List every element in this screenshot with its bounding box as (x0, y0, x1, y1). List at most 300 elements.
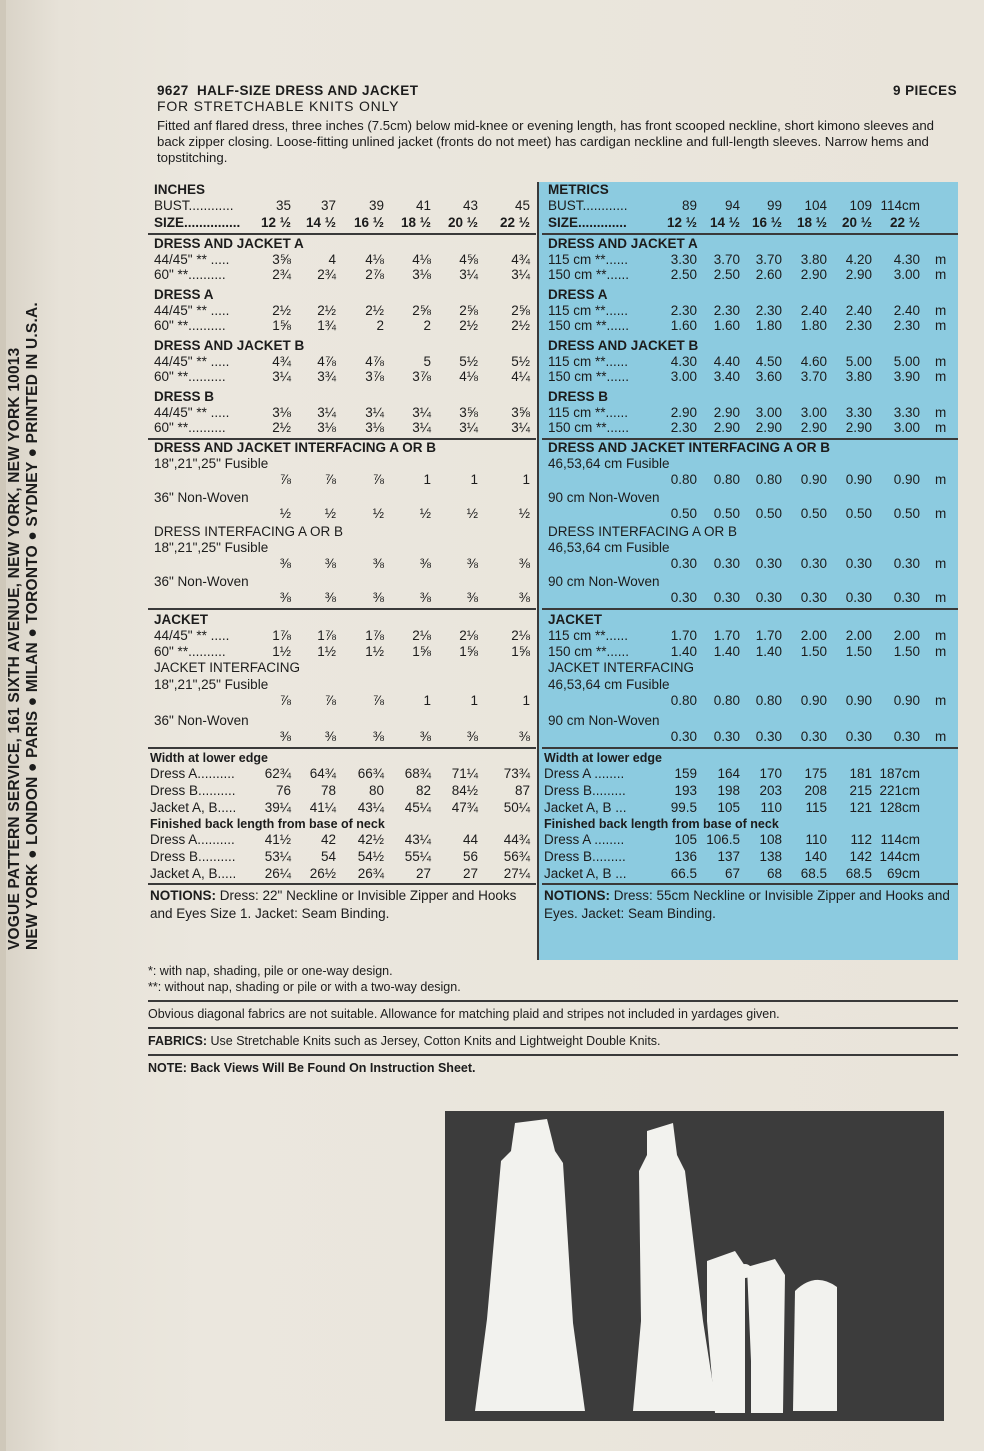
yardage-value: 2½ (459, 318, 478, 333)
width-value: 47¾ (451, 800, 478, 815)
interfacing-value: 0.90 (845, 472, 872, 487)
bust-value: 37 (320, 198, 336, 213)
yardage-unit: m (935, 405, 947, 420)
length-value: 44 (462, 832, 478, 847)
interfacing-value: 0.50 (800, 506, 827, 521)
jacket-value: 2.00 (845, 628, 872, 643)
dress-back-piece (633, 1123, 717, 1411)
width-value: 164 (717, 766, 740, 781)
jacket-row-label: 150 cm **...... (548, 644, 630, 659)
jacket-row-label: 115 cm **...... (548, 628, 629, 643)
pattern-pieces-photo (445, 1111, 944, 1421)
interfacing-value: ⅜ (324, 556, 336, 571)
length-value: 144cm (879, 849, 920, 864)
yardage-value: 3¼ (511, 420, 530, 435)
interfacing-row-label: 46,53,64 cm Fusible (548, 540, 670, 555)
width-value: 39¼ (264, 800, 291, 815)
notions-text: NOTIONS: Dress: 22" Neckline or Invisible Zipper and Hooks and Eyes Size 1. Jacket: Seam Binding. (150, 888, 517, 921)
yardage-row-label: 60" **.......... (154, 267, 226, 282)
length-value: 110 (805, 832, 827, 847)
section-title: DRESS A (548, 287, 608, 302)
yardage-row-label: 150 cm **...... (548, 318, 630, 333)
yardage-row-label: 150 cm **...... (548, 420, 630, 435)
length-row-label: Dress A.......... (150, 832, 235, 847)
jacket-interfacing-title: JACKET INTERFACING (548, 660, 695, 675)
size-value: 12 ½ (666, 215, 697, 230)
interfacing-value: 0.30 (893, 590, 920, 605)
yardage-value: 4⅞ (317, 354, 336, 369)
interfacing-value: 0.30 (755, 556, 782, 571)
yardage-value: 4.20 (845, 252, 872, 267)
length-value: 27 (415, 866, 431, 881)
yardage-value: 3.30 (845, 405, 872, 420)
yardage-value: 2⅝ (511, 303, 530, 318)
length-row-label: Jacket A, B ... (544, 866, 627, 881)
yardage-value: 1.80 (800, 318, 827, 333)
jacket-value: 1⅞ (365, 628, 384, 643)
yardage-value: 2 (376, 318, 384, 333)
jacket-value: 1.40 (670, 644, 697, 659)
yardage-row-label: 150 cm **...... (548, 267, 630, 282)
length-value: 112 (850, 832, 872, 847)
yardage-unit: m (935, 369, 947, 384)
interfacing-unit: m (935, 556, 947, 571)
yardage-unit: m (935, 318, 947, 333)
interfacing-value: ⅜ (518, 590, 530, 605)
width-value: 181 (849, 766, 872, 781)
width-value: 66¾ (357, 766, 384, 781)
length-row-label: Dress B......... (544, 849, 626, 864)
yardage-value: 2.60 (755, 267, 782, 282)
width-value: 87 (514, 783, 530, 798)
interfacing-value: 0.80 (713, 472, 740, 487)
length-row-label: Dress A ........ (544, 832, 625, 847)
jacket-interfacing-value: 0.30 (713, 729, 740, 744)
size-value: 14 ½ (305, 215, 336, 230)
jacket-value: 1.70 (670, 628, 697, 643)
notions-label: NOTIONS: (544, 888, 614, 903)
interfacing-value: 0.50 (845, 506, 872, 521)
yardage-value: 3.80 (800, 252, 827, 267)
fabrics-text: Use Stretchable Knits such as Jersey, Cotton Knits and Lightweight Double Knits. (210, 1034, 661, 1048)
yardage-row-label: 150 cm **...... (548, 369, 630, 384)
yardage-unit: m (935, 420, 947, 435)
width-row-label: Dress A.......... (150, 766, 235, 781)
yardage-value: 2.90 (670, 405, 697, 420)
length-value: 41½ (264, 832, 291, 847)
yardage-value: 3.70 (755, 252, 782, 267)
length-value: 68.5 (845, 866, 872, 881)
interfacing-value: ⅜ (419, 590, 431, 605)
interfacing-value: 0.30 (713, 590, 740, 605)
back-views-note: NOTE: Back Views Will Be Found On Instruction Sheet. (148, 1061, 476, 1075)
interfacing-value: ⅞ (324, 472, 336, 487)
interfacing-value: 0.30 (755, 590, 782, 605)
length-value: 114cm (880, 832, 920, 847)
size-value: 22 ½ (499, 215, 530, 230)
width-row-label: Dress A ........ (544, 766, 625, 781)
jacket-interfacing-value: 0.80 (670, 693, 697, 708)
yardage-value: 4¾ (511, 252, 530, 267)
interfacing-value: ⅜ (372, 590, 384, 605)
jacket-value: 1⅝ (459, 644, 478, 659)
footnote-with-nap: *: with nap, shading, pile or one-way design. (148, 964, 393, 978)
yardage-value: 4.40 (713, 354, 740, 369)
length-value: 43¼ (404, 832, 431, 847)
yardage-value: 1⅝ (272, 318, 291, 333)
length-value: 53¼ (264, 849, 291, 864)
interfacing-title: DRESS INTERFACING A OR B (154, 524, 344, 539)
size-label: SIZE............. (548, 215, 627, 230)
bust-value: 104 (804, 198, 827, 213)
jacket-interfacing-value: ⅞ (279, 693, 291, 708)
yardage-value: 5.00 (893, 354, 920, 369)
interfacing-value: ⅜ (419, 556, 431, 571)
yardage-value: 2½ (511, 318, 530, 333)
section-title: DRESS AND JACKET B (154, 338, 305, 353)
yardage-value: 2¾ (317, 267, 336, 282)
width-value: 45¼ (404, 800, 431, 815)
yardage-row-label: 115 cm **...... (548, 405, 629, 420)
section-title: DRESS A (154, 287, 214, 302)
interfacing-value: 0.50 (893, 506, 920, 521)
yardage-value: 3¼ (412, 420, 431, 435)
width-value: 208 (804, 783, 827, 798)
interfacing-value: 0.30 (893, 556, 920, 571)
jacket-interfacing-value: ⅞ (372, 693, 384, 708)
jacket-value: 1⅝ (412, 644, 431, 659)
pattern-subtitle: FOR STRETCHABLE KNITS ONLY (157, 98, 400, 114)
section-rule (148, 747, 536, 749)
length-value: 66.5 (670, 866, 697, 881)
yardage-value: 2⅞ (365, 267, 384, 282)
width-value: 73¾ (503, 766, 530, 781)
yardage-value: 3⅝ (272, 252, 291, 267)
interfacing-value: ⅜ (324, 590, 336, 605)
interfacing-title: DRESS INTERFACING A OR B (548, 524, 738, 539)
interfacing-row-label: 36" Non-Woven (154, 490, 249, 505)
yardage-value: 3⅛ (365, 420, 384, 435)
yardage-value: 5½ (459, 354, 478, 369)
yardage-value: 4⅛ (459, 369, 478, 384)
length-value: 27¼ (503, 866, 530, 881)
yardage-value: 4 (328, 252, 336, 267)
yardage-row-label: 44/45" ** ..... (154, 303, 230, 318)
jacket-interfacing-value: ⅜ (419, 729, 431, 744)
interfacing-value: ⅜ (279, 556, 291, 571)
interfacing-value: 1 (423, 472, 431, 487)
section-title: DRESS B (154, 389, 215, 404)
length-row-label: Jacket A, B..... (150, 866, 237, 881)
width-value: 43¼ (357, 800, 384, 815)
yardage-value: 2.30 (845, 318, 872, 333)
yardage-row-label: 44/45" ** ..... (154, 252, 230, 267)
jacket-unit: m (935, 644, 947, 659)
yardage-value: 3⅛ (412, 267, 431, 282)
yardage-value: 3⅝ (511, 405, 530, 420)
jacket-interfacing-value: ⅜ (279, 729, 291, 744)
jacket-interfacing-row-label: 90 cm Non-Woven (548, 713, 660, 728)
interfacing-value: ½ (419, 506, 431, 521)
interfacing-row-label: 90 cm Non-Woven (548, 490, 660, 505)
size-value: 16 ½ (353, 215, 384, 230)
jacket-value: 1.70 (755, 628, 782, 643)
size-value: 20 ½ (841, 215, 872, 230)
interfacing-value: 0.90 (800, 472, 827, 487)
jacket-interfacing-title: JACKET INTERFACING (154, 660, 301, 675)
yardage-value: 2⅝ (412, 303, 431, 318)
length-value: 142 (849, 849, 872, 864)
section-title: DRESS B (548, 389, 609, 404)
yardage-value: 2 (423, 318, 431, 333)
length-value: 138 (759, 849, 782, 864)
bust-value: 94 (724, 198, 740, 213)
length-row-label: Dress B.......... (150, 849, 236, 864)
yardage-value: 4⅞ (365, 354, 384, 369)
yardage-value: 3.90 (893, 369, 920, 384)
length-value: 44¾ (503, 832, 530, 847)
section-rule (542, 608, 958, 610)
jacket-interfacing-value: 0.80 (755, 693, 782, 708)
header (157, 83, 957, 114)
jacket-interfacing-value: 0.90 (845, 693, 872, 708)
width-value: 76 (275, 783, 291, 798)
yardage-value: 2.30 (893, 318, 920, 333)
width-value: 82 (415, 783, 431, 798)
section-rule (542, 233, 958, 235)
size-label: SIZE............... (154, 215, 241, 230)
interfacing-value: ½ (466, 506, 478, 521)
jacket-value: 2⅛ (412, 628, 431, 643)
interfacing-value: ⅜ (466, 590, 478, 605)
length-value: 106.5 (706, 832, 740, 847)
jacket-value: 1.70 (713, 628, 740, 643)
interfacing-value: ½ (518, 506, 530, 521)
yardage-value: 3⅞ (412, 369, 431, 384)
size-value: 14 ½ (709, 215, 740, 230)
width-value: 68¾ (404, 766, 431, 781)
jacket-interfacing-value: 1 (522, 693, 530, 708)
width-value: 84½ (451, 783, 478, 798)
jacket-value: 2.00 (893, 628, 920, 643)
width-title: Width at lower edge (544, 751, 662, 765)
yardage-unit: m (935, 252, 947, 267)
interfacing-value: ⅜ (518, 556, 530, 571)
interfacing-row-label: 90 cm Non-Woven (548, 574, 660, 589)
yardage-value: 4.50 (755, 354, 782, 369)
jacket-interfacing-value: 0.30 (893, 729, 920, 744)
yardage-row-label: 44/45" ** ..... (154, 354, 230, 369)
jacket-value: 1⅞ (272, 628, 291, 643)
width-value: 193 (674, 783, 697, 798)
interfacing-value: 0.50 (713, 506, 740, 521)
jacket-value: 1.50 (893, 644, 920, 659)
interfacing-value: ⅜ (372, 556, 384, 571)
interfacing-value: 0.80 (670, 472, 697, 487)
width-value: 71¼ (451, 766, 478, 781)
interfacing-value: 1 (470, 472, 478, 487)
yardage-value: 4¼ (511, 369, 530, 384)
notions-label: NOTIONS: (150, 888, 220, 903)
jacket-front-piece (747, 1259, 785, 1413)
section-title: DRESS AND JACKET A (154, 236, 304, 251)
yardage-row-label: 115 cm **...... (548, 252, 629, 267)
jacket-interfacing-value: ⅜ (324, 729, 336, 744)
yardage-row-label: 60" **.......... (154, 420, 226, 435)
jacket-title: JACKET (548, 612, 603, 627)
width-row-label: Dress B......... (544, 783, 626, 798)
interfacing-row-label: 18",21",25" Fusible (154, 540, 269, 555)
jacket-value: 1½ (272, 644, 291, 659)
yardage-value: 4.30 (670, 354, 697, 369)
section-rule (542, 747, 958, 749)
interfacing-row-label: 36" Non-Woven (154, 574, 249, 589)
interfacing-value: ½ (372, 506, 384, 521)
yardage-value: 2.90 (713, 405, 740, 420)
width-value: 159 (674, 766, 697, 781)
pattern-description: Fitted anf flared dress, three inches (7.5cm) below mid-knee or evening length, has front scooped neckline, short kimono sleeves and back zipper closing. Loose-fitting unlined jacket (fronts do not meet) has cardigan neckline and full-length sleeves. Narrow hems and topstitching. (157, 118, 935, 165)
size-value: 18 ½ (400, 215, 431, 230)
size-value: 12 ½ (260, 215, 291, 230)
yardage-value: 3⅝ (459, 405, 478, 420)
yardage-value: 2.90 (713, 420, 740, 435)
interfacing-title: DRESS AND JACKET INTERFACING A OR B (154, 440, 437, 455)
yardage-value: 5 (423, 354, 431, 369)
width-value: 198 (717, 783, 740, 798)
jacket-value: 1⅞ (317, 628, 336, 643)
yardage-value: 4⅝ (459, 252, 478, 267)
interfacing-value: 0.30 (800, 590, 827, 605)
interfacing-value: 0.30 (845, 590, 872, 605)
length-value: 68.5 (800, 866, 827, 881)
yardage-row-label: 44/45" ** ..... (154, 405, 230, 420)
interfacing-value: ⅜ (279, 590, 291, 605)
jacket-interfacing-value: ⅜ (518, 729, 530, 744)
length-value: 42½ (357, 832, 384, 847)
yardage-value: 2½ (272, 303, 291, 318)
yardage-value: 2.30 (713, 303, 740, 318)
bust-value: 35 (275, 198, 291, 213)
jacket-value: 2⅛ (511, 628, 530, 643)
interfacing-row-label: 18",21",25" Fusible (154, 456, 269, 471)
length-value: 26½ (309, 866, 336, 881)
yardage-value: 2½ (317, 303, 336, 318)
yardage-value: 3⅛ (317, 420, 336, 435)
yardage-value: 2½ (365, 303, 384, 318)
section-rule (148, 233, 536, 235)
jacket-interfacing-value: 0.30 (845, 729, 872, 744)
yardage-value: 4.60 (800, 354, 827, 369)
interfacing-value: ½ (279, 506, 291, 521)
yardage-value: 3.30 (893, 405, 920, 420)
length-value: 69cm (886, 866, 920, 881)
yardage-value: 3¼ (459, 267, 478, 282)
interfacing-value: ⅞ (279, 472, 291, 487)
yardage-value: 1.60 (713, 318, 740, 333)
yardage-value: 2.30 (670, 303, 697, 318)
length-value: 54 (320, 849, 336, 864)
yardage-value: 2.50 (670, 267, 697, 282)
jacket-value: 2.00 (800, 628, 827, 643)
interfacing-value: 0.30 (800, 556, 827, 571)
size-value: 16 ½ (751, 215, 782, 230)
interfacing-unit: m (935, 590, 947, 605)
column-divider (537, 182, 539, 960)
yardage-value: 2.90 (755, 420, 782, 435)
length-value: 136 (674, 849, 697, 864)
yardage-unit: m (935, 267, 947, 282)
length-value: 54½ (357, 849, 384, 864)
width-value: 41¼ (309, 800, 336, 815)
size-value: 22 ½ (889, 215, 920, 230)
length-title: Finished back length from base of neck (150, 817, 385, 831)
length-value: 26¾ (357, 866, 384, 881)
width-row-label: Jacket A, B..... (150, 800, 237, 815)
yardage-unit: m (935, 354, 947, 369)
fabrics-label: FABRICS: (148, 1034, 208, 1048)
yardage-value: 3.40 (713, 369, 740, 384)
width-value: 128cm (879, 800, 920, 815)
yardage-value: 3.00 (755, 405, 782, 420)
length-value: 26¼ (264, 866, 291, 881)
yardage-row-label: 60" **.......... (154, 369, 226, 384)
dress-front-piece (475, 1119, 585, 1411)
yardage-value: 3.00 (893, 420, 920, 435)
length-value: 67 (724, 866, 740, 881)
interfacing-row-label: 46,53,64 cm Fusible (548, 456, 670, 471)
jacket-value: 2⅛ (459, 628, 478, 643)
jacket-interfacing-value: 1 (423, 693, 431, 708)
yardage-value: 2¾ (272, 267, 291, 282)
yardage-value: 2½ (272, 420, 291, 435)
jacket-interfacing-unit: m (935, 693, 947, 708)
bust-value: 109 (849, 198, 872, 213)
size-value: 18 ½ (796, 215, 827, 230)
width-value: 221cm (879, 783, 920, 798)
yardage-value: 2.30 (755, 303, 782, 318)
yardage-value: 3¼ (459, 420, 478, 435)
bust-value: 41 (415, 198, 431, 213)
length-value: 27 (462, 866, 478, 881)
jacket-interfacing-value: ⅜ (372, 729, 384, 744)
yardage-value: 3¾ (317, 369, 336, 384)
yardage-value: 2.40 (845, 303, 872, 318)
yardage-value: 2.40 (800, 303, 827, 318)
yardage-value: 2.30 (670, 420, 697, 435)
facing-piece (793, 1280, 837, 1411)
yardage-row-label: 60" **.......... (154, 318, 226, 333)
width-value: 121 (849, 800, 872, 815)
yardage-value: 4⅛ (365, 252, 384, 267)
notions-text: NOTIONS: Dress: 55cm Neckline or Invisible Zipper and Hooks and Eyes. Jacket: Seam Binding. (544, 888, 950, 921)
yardage-value: 3.00 (800, 405, 827, 420)
jacket-value: 1⅝ (511, 644, 530, 659)
yardage-value: 3¼ (365, 405, 384, 420)
width-value: 105 (717, 800, 740, 815)
jacket-interfacing-row-label: 36" Non-Woven (154, 713, 249, 728)
bust-value: 114cm (880, 198, 920, 213)
yardage-value: 3.00 (893, 267, 920, 282)
yardage-value: 1.60 (670, 318, 697, 333)
width-value: 203 (759, 783, 782, 798)
interfacing-value: 0.30 (670, 556, 697, 571)
table-heading: INCHES (154, 182, 206, 197)
interfacing-value: ½ (324, 506, 336, 521)
yardage-value: 2.90 (800, 267, 827, 282)
jacket-value: 1.40 (755, 644, 782, 659)
jacket-value: 1.50 (800, 644, 827, 659)
jacket-interfacing-value: 0.30 (755, 729, 782, 744)
